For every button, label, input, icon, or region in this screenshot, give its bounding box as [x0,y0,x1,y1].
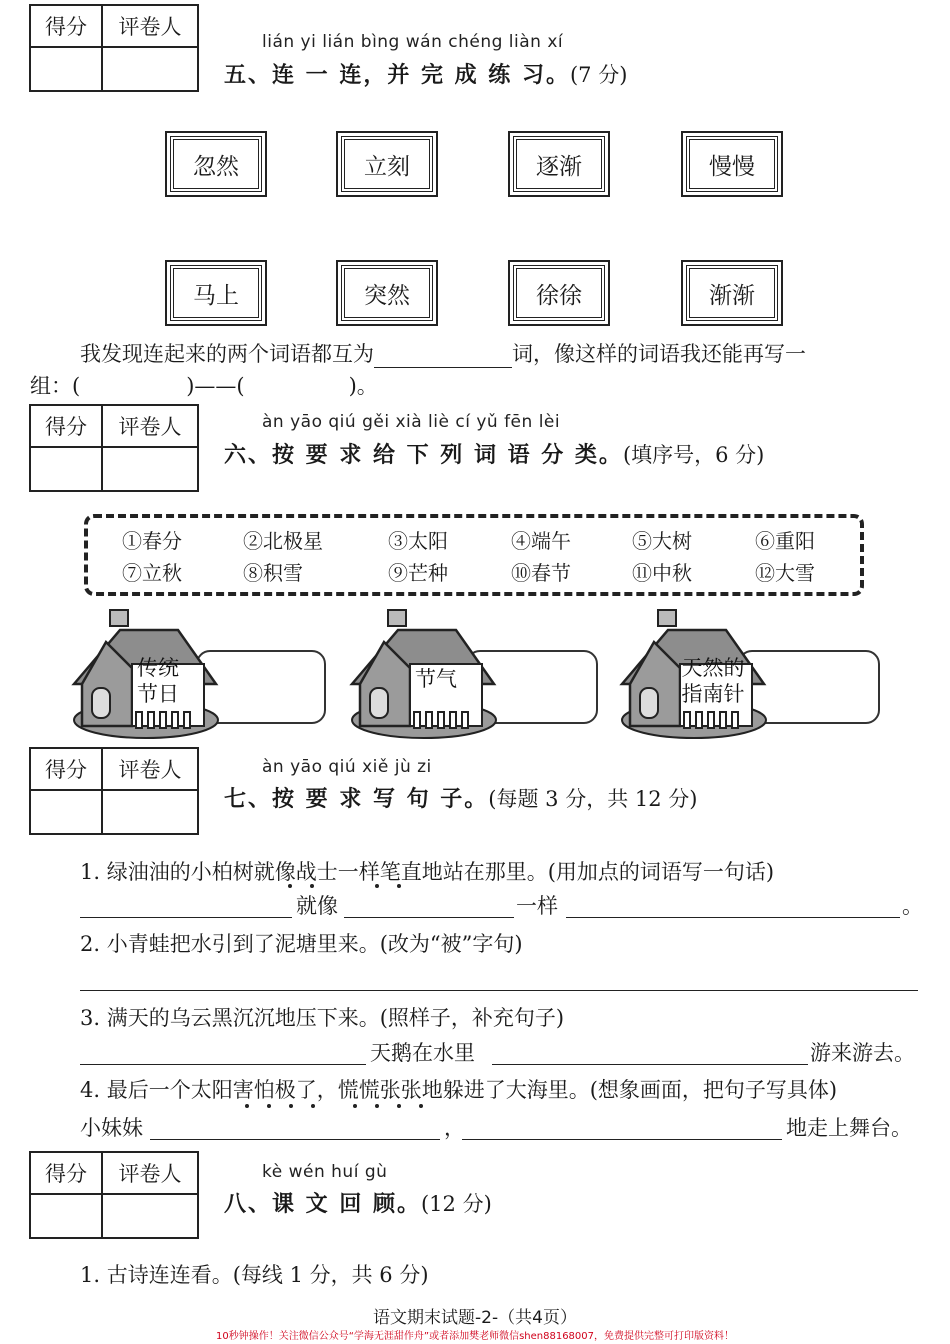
word-card-bottom-1[interactable]: 马上 [170,265,262,321]
score-cell[interactable] [31,1195,103,1237]
section8-points: (12 分) [420,1192,492,1216]
grader-label: 评卷人 [103,406,197,448]
emphasis-dot [375,1104,379,1108]
score-label: 得分 [31,749,103,791]
word-card-bottom-4[interactable]: 渐渐 [686,265,778,321]
question-7-2: 2. 小青蛙把水引到了泥塘里来。(改为“被”字句) [80,932,523,956]
emphasis-dot [375,884,379,888]
house-label-1 [128,655,188,707]
question-7-1: 1. 绿油油的小柏树就像战士一样笔直地站在那里。(用加点的词语写一句话) [80,860,775,884]
page-footer-note: 10秒钟操作！关注微信公众号“学海无涯甜作舟”或者添加樊老师微信shen88168007，免费提供完整可打印版资料！ [215,1331,735,1342]
q1-end: 。 [902,894,923,918]
grader-cell[interactable] [103,791,197,833]
question-7-4: 4. 最后一个太阳害怕极了，慌慌张张地躲进了大海里。(想象画面，把句子写具体) [80,1078,838,1102]
discover-text-c: 组：( [30,374,81,398]
section5-pinyin: lián yi lián bìng wán chéng liàn xí [262,32,564,52]
discover-text-a: 我发现连起来的两个词语都互为 [80,342,374,366]
section7-pinyin: àn yāo qiú xiě jù zi [262,757,432,777]
question-7-3: 3. 满天的乌云黑沉沉地压下来。(照样子，补充句子) [80,1006,565,1030]
grader-cell[interactable] [103,448,197,490]
grader-label: 评卷人 [103,749,197,791]
q1-word-2: 一样 [516,894,558,918]
house-label-3-line2: 指南针 [681,682,745,706]
answer-line-7-3b[interactable] [492,1064,808,1065]
house-label-3 [674,655,752,707]
answer-line-7-3a[interactable] [80,1064,366,1065]
answer-line-7-1a[interactable] [80,917,292,918]
q3-word-2: 游来游去。 [810,1041,915,1065]
section6-title [224,438,764,469]
term-1: ①春分 [122,529,182,553]
emphasis-dot [311,1104,315,1108]
term-3: ③太阳 [388,529,448,553]
house-label-1-line1: 传统 [137,656,179,680]
q3-word-1: 天鹅在水里 [370,1041,475,1065]
score-label: 得分 [31,6,103,48]
score-cell[interactable] [31,48,103,90]
section5-title [224,58,627,89]
house-label-2-line1: 节气 [415,667,457,691]
score-table-8 [29,1151,199,1239]
term-12: ⑫大雪 [755,561,815,585]
section5-points: (7 分) [569,63,628,87]
section5-title-text: 五、连 一 连，并 完 成 练 习。 [224,63,570,88]
term-6: ⑥重阳 [755,529,815,553]
page-footer-title: 语文期末试题-2-（共4页） [373,1308,577,1328]
discover-text-b: 词，像这样的词语我还能再写一 [512,342,806,366]
emphasis-dot [397,884,401,888]
house-label-2 [404,666,468,692]
emphasis-dot [245,1104,249,1108]
emphasis-dot [288,884,292,888]
answer-line-7-4b[interactable] [462,1139,782,1140]
score-table-5 [29,4,199,92]
section5-discover-line2 [30,370,378,400]
emphasis-dot [310,884,314,888]
word-card-top-2[interactable]: 立刻 [341,136,433,192]
answer-line-7-1c[interactable] [566,917,900,918]
antonym-blank[interactable] [374,345,512,368]
section6-title-text: 六、按 要 求 给 下 列 词 语 分 类。 [224,443,623,468]
section8-pinyin: kè wén huí gù [262,1162,388,1182]
q4-start: 小妹妹 [80,1116,143,1140]
discover-text-d: )——( [186,374,245,398]
q4-comma: ， [444,1116,465,1140]
word-card-top-4[interactable]: 慢慢 [686,136,778,192]
discover-text-e: )。 [348,374,378,398]
terms-box [84,514,864,596]
score-table-6 [29,404,199,492]
grader-cell[interactable] [103,48,197,90]
word-card-bottom-2[interactable]: 突然 [341,265,433,321]
q4-end: 地走上舞台。 [786,1116,912,1140]
word-card-bottom-3[interactable]: 徐徐 [513,265,605,321]
term-8: ⑧积雪 [243,561,303,585]
q1-word-1: 就像 [296,894,338,918]
score-label: 得分 [31,1153,103,1195]
term-7: ⑦立秋 [122,561,182,585]
term-4: ④端午 [511,529,571,553]
word-card-top-1[interactable]: 忽然 [170,136,262,192]
emphasis-dot [353,1104,357,1108]
question-8-1: 1. 古诗连连看。(每线 1 分，共 6 分) [80,1263,429,1287]
grader-cell[interactable] [103,1195,197,1237]
term-10: ⑩春节 [511,561,571,585]
section7-points: (每题 3 分，共 12 分) [488,787,698,811]
section8-title-text: 八、课 文 回 顾。 [224,1192,421,1217]
score-cell[interactable] [31,448,103,490]
grader-label: 评卷人 [103,6,197,48]
section6-pinyin: àn yāo qiú gěi xià liè cí yǔ fēn lèi [262,412,561,432]
term-2: ②北极星 [243,529,323,553]
score-cell[interactable] [31,791,103,833]
answer-line-7-1b[interactable] [344,917,514,918]
section8-title [224,1187,492,1218]
term-11: ⑪中秋 [632,561,692,585]
term-9: ⑨芒种 [388,561,448,585]
emphasis-dot [267,1104,271,1108]
emphasis-dot [289,1104,293,1108]
house-label-1-line2: 节日 [137,682,179,706]
section5-discover-line1 [80,338,806,368]
section7-title-text: 七、按 要 求 写 句 子。 [224,787,489,812]
score-table-7 [29,747,199,835]
emphasis-dot [419,1104,423,1108]
emphasis-dot [397,1104,401,1108]
answer-line-7-4a[interactable] [150,1139,440,1140]
section6-points: (填序号，6 分) [622,443,765,467]
term-5: ⑤大树 [632,529,692,553]
section7-title [224,782,697,813]
house-label-3-line1: 天然的 [681,656,745,680]
word-card-top-3[interactable]: 逐渐 [513,136,605,192]
answer-line-7-2[interactable] [80,990,918,991]
score-label: 得分 [31,406,103,448]
grader-label: 评卷人 [103,1153,197,1195]
